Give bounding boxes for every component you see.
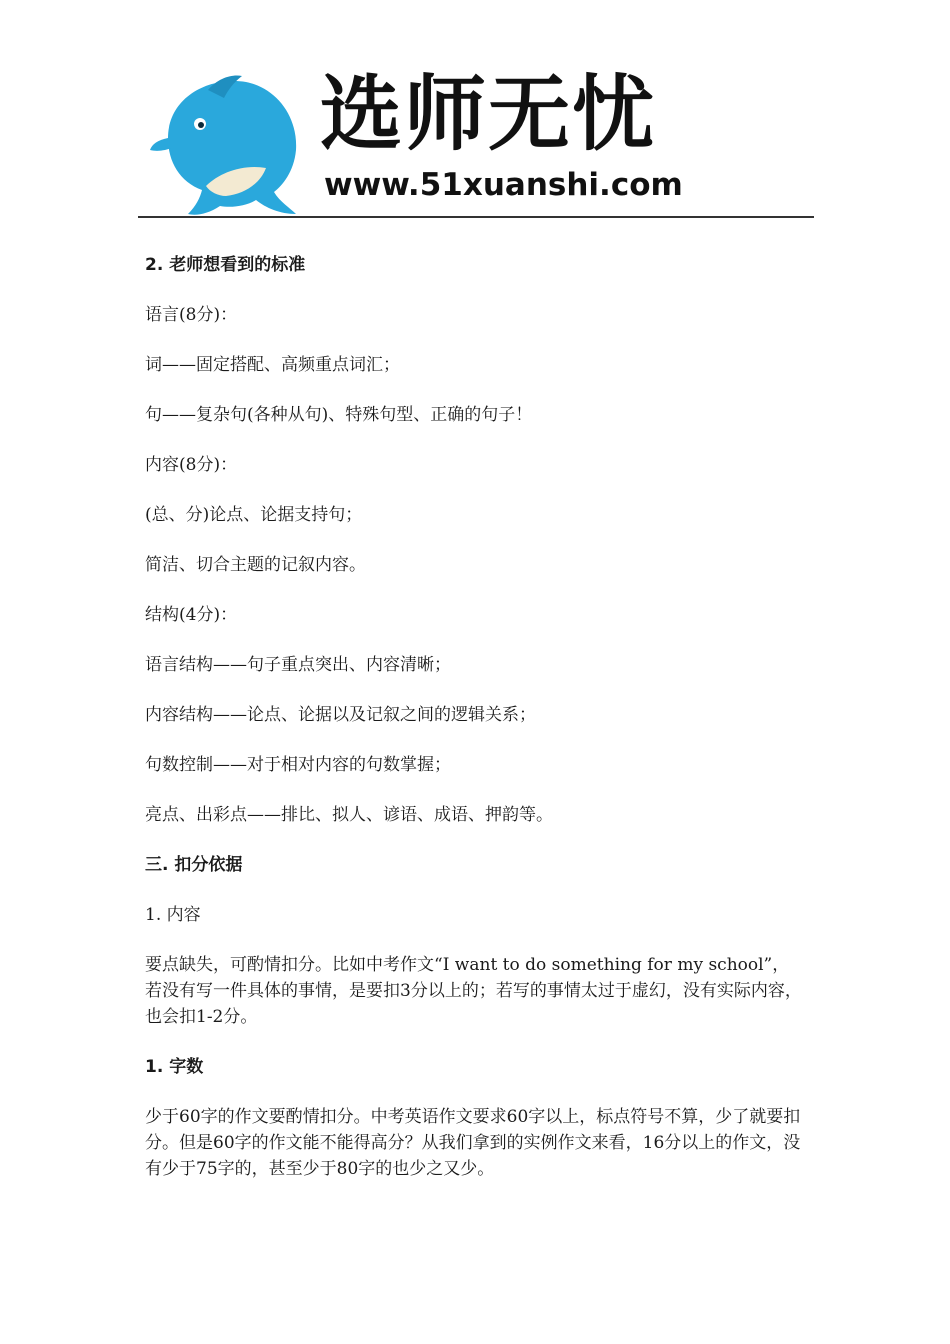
dolphin-logo-icon [148,68,298,218]
highlights: 亮点、出彩点——排比、拟人、谚语、成语、押韵等。 [145,805,553,825]
page-header [138,60,814,220]
document-body [145,252,805,1182]
language-sentences: 句——复杂句(各种从句)、特殊句型、正确的句子！ [145,405,533,425]
header-divider [138,216,814,218]
content-narrative: 简洁、切合主题的记叙内容。 [145,555,366,575]
subheading-word-count: 1. 字数 [145,1057,204,1077]
language-label: 语言(8分)： [145,305,238,325]
language-words: 词——固定搭配、高频重点词汇； [145,355,400,375]
paragraph-content: 要点缺失，可酌情扣分。比如中考作文“I want to do something for my school”，若没有写一件具体的事情，是要扣3分以上的；若写的事情太过于虚幻，没有实际内容，也会扣1-2分。 [145,955,802,1027]
structure-label: 结构(4分)： [145,605,238,625]
logo-title: 选师无忧 [320,67,657,162]
section-heading: 2. 老师想看到的标准 [145,255,306,275]
structure-content: 内容结构——论点、论据以及记叙之间的逻辑关系； [145,705,536,725]
section-heading-deductions: 三. 扣分依据 [145,855,243,875]
content-argument: (总、分)论点、论据支持句； [145,505,363,525]
content-label: 内容(8分)： [145,455,238,475]
logo-url: www.51xuanshi.com [324,167,683,203]
structure-count: 句数控制——对于相对内容的句数掌握； [145,755,451,775]
subheading-content: 1. 内容 [145,905,201,925]
paragraph-word-count: 少于60字的作文要酌情扣分。中考英语作文要求60字以上，标点符号不算，少了就要扣分。但是60字的作文能不能得高分？从我们拿到的实例作文来看，16分以上的作文，没有少于75字的，甚至少于80字的也少之又少。 [145,1107,801,1179]
structure-language: 语言结构——句子重点突出、内容清晰； [145,655,451,675]
